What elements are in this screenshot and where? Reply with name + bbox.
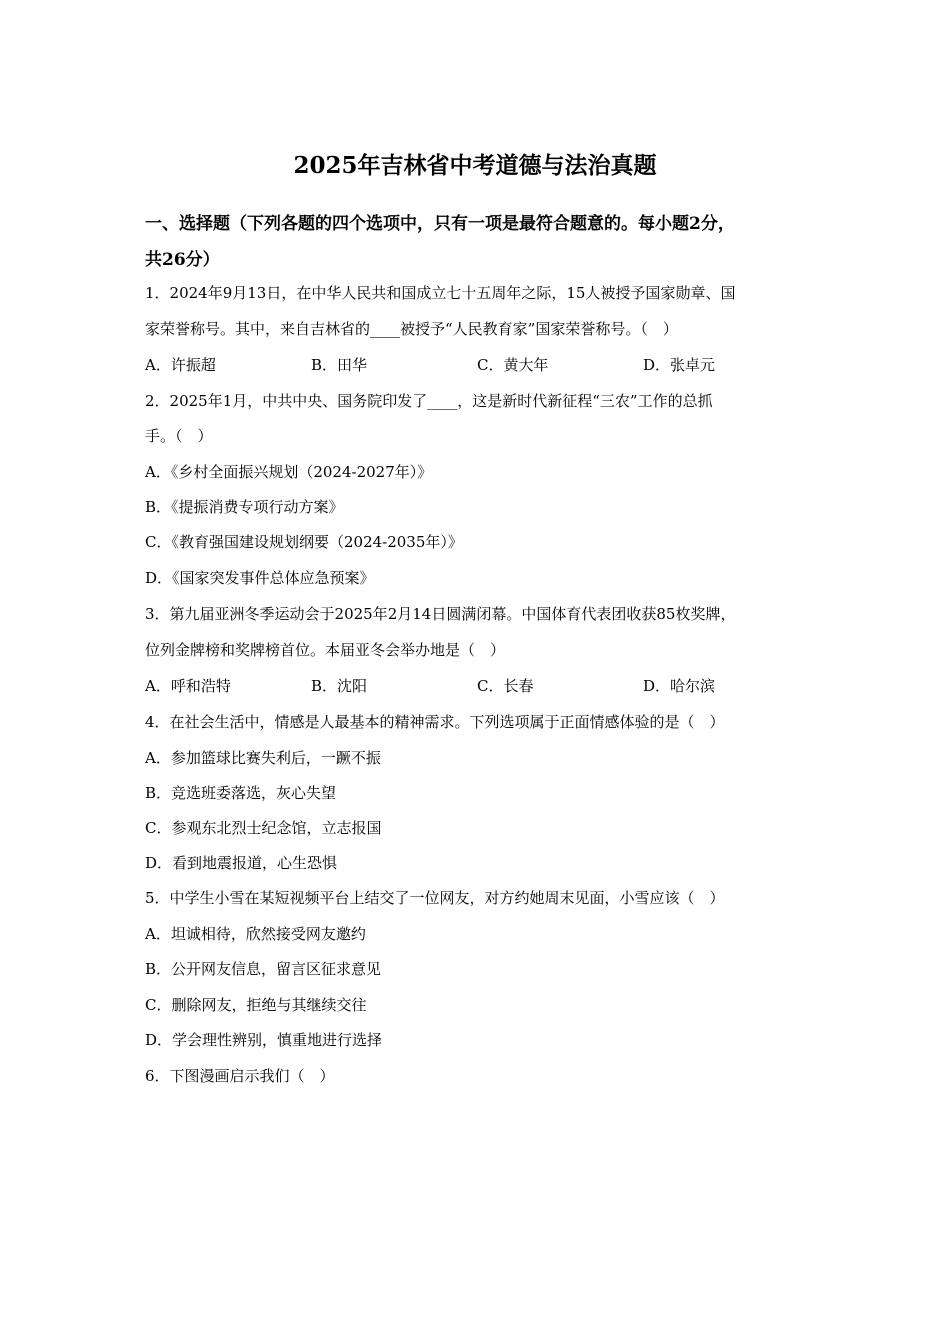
question-4-option-a: A．参加篮球比赛失利后，一蹶不振	[145, 749, 381, 767]
section-heading-line-1: 一、选择题（下列各题的四个选项中，只有一项是最符合题意的。每小题2分，	[145, 214, 735, 234]
question-5-option-b: B．公开网友信息，留言区征求意见	[145, 960, 382, 978]
question-2-stem-line-1: 2．2025年1月，中共中央、国务院印发了____，这是新时代新征程“三农”工作的总抓	[145, 392, 713, 410]
question-1-option-b: B．田华	[311, 356, 368, 374]
question-1-stem-line-1: 1．2024年9月13日，在中华人民共和国成立七十五周年之际，15人被授予国家勋章、国	[145, 284, 736, 302]
question-2-option-a: A．《乡村全面振兴规划（2024-2027年）》	[145, 463, 433, 481]
question-2-option-c: C．《教育强国建设规划纲要（2024-2035年）》	[145, 533, 463, 551]
question-3-stem-line-2: 位列金牌榜和奖牌榜首位。本届亚冬会举办地是（ ）	[145, 641, 506, 659]
question-1-options	[145, 355, 825, 375]
question-2-option-d: D．《国家突发事件总体应急预案》	[145, 569, 375, 587]
question-3-option-d: D．哈尔滨	[643, 677, 716, 695]
question-3-option-a: A．呼和浩特	[145, 677, 231, 695]
question-1-stem-line-2: 家荣誉称号。其中，来自吉林省的____被授予“人民教育家”国家荣誉称号。（ ）	[145, 320, 678, 338]
question-5-option-c: C．删除网友，拒绝与其继续交往	[145, 996, 367, 1014]
question-1-option-a: A．许振超	[145, 356, 216, 374]
question-4-option-d: D．看到地震报道，心生恐惧	[145, 854, 338, 872]
question-4-option-b: B．竞选班委落选，灰心失望	[145, 784, 337, 802]
section-heading	[145, 206, 815, 278]
question-4-stem-line-1: 4．在社会生活中，情感是人最基本的精神需求。下列选项属于正面情感体验的是（ ）	[145, 713, 725, 731]
question-5-option-d: D．学会理性辨别，慎重地进行选择	[145, 1031, 383, 1049]
page-title: 2025年吉林省中考道德与法治真题	[293, 152, 657, 179]
question-1-option-c: C．黄大年	[477, 356, 549, 374]
question-3-options	[145, 676, 825, 696]
question-3-option-b: B．沈阳	[311, 677, 368, 695]
question-2-option-b: B．《提振消费专项行动方案》	[145, 498, 344, 516]
question-3-stem-line-1: 3．第九届亚洲冬季运动会于2025年2月14日圆满闭幕。中国体育代表团收获85枚奖牌，	[145, 605, 736, 623]
question-2-stem-line-2: 手。（ ）	[145, 427, 213, 445]
question-5-option-a: A．坦诚相待，欣然接受网友邀约	[145, 925, 366, 943]
question-3-option-c: C．长春	[477, 677, 534, 695]
question-5-stem-line-1: 5．中学生小雪在某短视频平台上结交了一位网友，对方约她周末见面，小雪应该（ ）	[145, 889, 725, 907]
section-heading-line-2: 共26分）	[145, 250, 220, 270]
question-6-stem-line-1: 6．下图漫画启示我们（ ）	[145, 1067, 335, 1085]
question-4-option-c: C．参观东北烈士纪念馆，立志报国	[145, 819, 382, 837]
question-1-option-d: D．张卓元	[643, 356, 716, 374]
